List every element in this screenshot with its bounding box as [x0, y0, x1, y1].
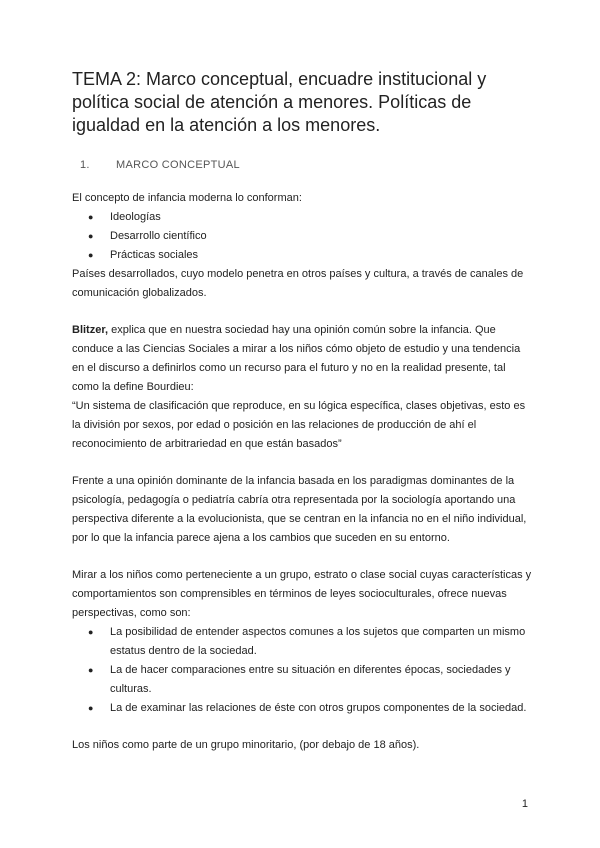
blitzer-paragraph — [72, 321, 532, 397]
perspectivas-list — [72, 623, 532, 718]
final-paragraph: Los niños como parte de un grupo minoritario, (por debajo de 18 años). — [72, 739, 420, 751]
list-item: ● Desarrollo científico — [72, 227, 532, 246]
frente-paragraph: Frente a una opinión dominante de la infancia basada en los paradigmas dominantes de la psicología, pedagogía o pediatría cabría otra representada por la sociología aportando una perspectiva diferente a la evolucionista, que se centran en la infancia no en el niño individual, por lo que la infancia parece ajena a los cambios que suceden en su entorno. — [72, 475, 527, 544]
bullet-icon: ● — [88, 231, 94, 241]
bullet-icon: ● — [88, 212, 94, 222]
bullet-icon: ● — [88, 665, 94, 675]
list-item: ● Prácticas sociales — [72, 246, 532, 265]
section-label: MARCO CONCEPTUAL — [116, 159, 240, 171]
blitzer-text: explica que en nuestra sociedad hay una opinión común sobre la infancia. Que conduce a las Ciencias Sociales a mirar a los niños cómo objeto de estudio y una tendencia en el discurso a definirlos como un recurso para el futuro y no en la realidad presente, tal como la define Bourdieu: — [72, 324, 521, 393]
paises-paragraph: Países desarrollados, cuyo modelo penetra en otros países y cultura, a través de canales de comunicación globalizados. — [72, 268, 524, 299]
list-item: ● La de examinar las relaciones de éste con otros grupos componentes de la sociedad. — [72, 699, 532, 718]
list-item: ● La de hacer comparaciones entre su situación en diferentes épocas, sociedades y culturas. — [72, 661, 532, 699]
bullet-icon: ● — [88, 703, 94, 713]
intro-paragraph: El concepto de infancia moderna lo conforman: — [72, 192, 302, 204]
page-number: 1 — [521, 798, 528, 810]
section-number: 1. — [80, 159, 90, 171]
page-content — [72, 68, 532, 755]
document-title: TEMA 2: Marco conceptual, encuadre institucional y política social de atención a menores. Políticas de igualdad en la atención a los menores. — [72, 69, 487, 135]
list-item: ● La posibilidad de entender aspectos comunes a los sujetos que comparten un mismo estatus dentro de la sociedad. — [72, 623, 532, 661]
bourdieu-quote: “Un sistema de clasificación que reproduce, en su lógica específica, clases objetivas, esto es la división por sexos, por edad o posición en las relaciones de producción de ahí el reconocimiento de arbitrariedad en que están basados” — [72, 400, 526, 450]
bullet-icon: ● — [88, 627, 94, 637]
intro-list — [72, 208, 532, 265]
blitzer-name: Blitzer, — [72, 324, 109, 336]
bullet-icon: ● — [88, 250, 94, 260]
list-item: ● Ideologías — [72, 208, 532, 227]
section-heading — [72, 159, 532, 171]
mirar-paragraph: Mirar a los niños como perteneciente a un grupo, estrato o clase social cuyas características y comportamientos son comprensibles en términos de leyes socioculturales, ofrece nuevas perspectivas, como son: — [72, 569, 532, 619]
